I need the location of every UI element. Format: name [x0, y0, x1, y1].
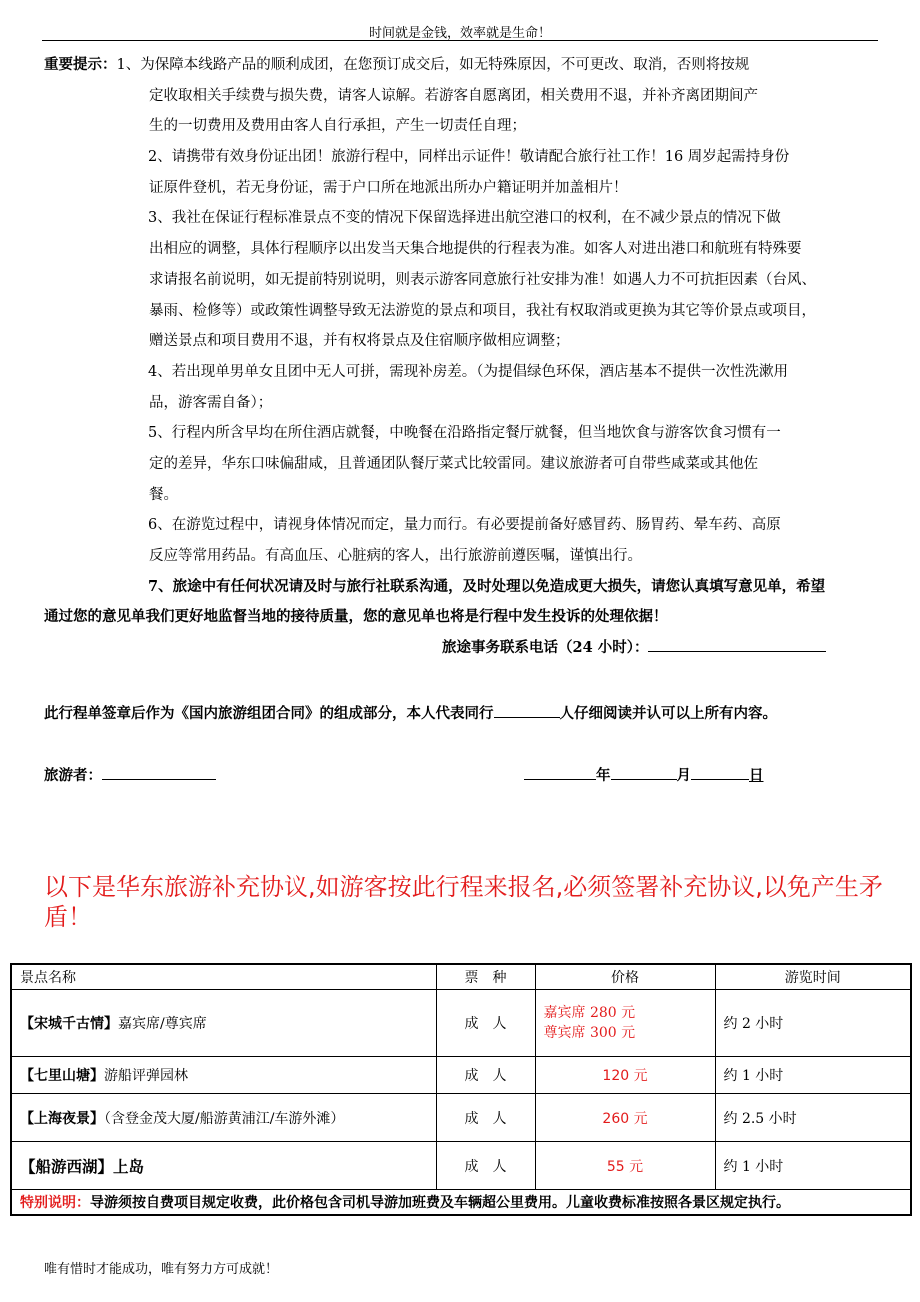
contract-text-1: 此行程单签章后作为《国内旅游组团合同》的组成部分，本人代表同行	[44, 705, 494, 722]
attractions-table-wrapper	[10, 963, 910, 1216]
price-cell	[535, 990, 715, 1057]
note-5-line-3: 餐。	[149, 486, 178, 503]
col-header-price: 价格	[535, 964, 715, 990]
note-7-line-1: 7、旅途中有任何状况请及时与旅行社联系沟通，及时处理以免造成更大损失，请您认真填写意见单，希望	[148, 577, 826, 595]
note-5-line-1: 5、行程内所含早均在所住酒店就餐，中晚餐在沿路指定餐厅就餐，但当地饮食与游客饮食习惯有一	[148, 425, 781, 442]
attraction-name: 【七里山塘】	[20, 1068, 104, 1084]
ticket-cell: 成 人	[436, 990, 535, 1057]
ticket-cell: 成 人	[436, 1142, 535, 1190]
ticket-cell: 成 人	[436, 1094, 535, 1142]
duration-cell: 约 2.5 小时	[715, 1094, 911, 1142]
signature-row	[44, 762, 844, 785]
note-1-line-3: 生的一切费用及费用由客人自行承担，产生一切责任自理；	[149, 118, 526, 135]
attraction-detail: 嘉宾席/尊宾席	[118, 1016, 207, 1032]
note-3-line-3: 求请报名前说明，如无提前特别说明，则表示游客同意旅行社安排为准！如遇人力不可抗拒因素（台风、	[149, 271, 816, 288]
price-cell: 120 元	[535, 1057, 715, 1094]
attractions-table	[10, 963, 912, 1216]
special-note-cell	[11, 1190, 911, 1216]
note-1-line-1: 1、为保障本线路产品的顺利成团，在您预订成交后，如无特殊原因，不可更改、取消，否则将按规	[116, 57, 750, 73]
col-header-duration: 游览时间	[715, 964, 911, 990]
note-6-line-2: 反应等常用药品。有高血压、心脏病的客人，出行旅游前遵医嘱，谨慎出行。	[149, 548, 642, 564]
note-3-line-4: 暴雨、检修等）或政策性调整导致无法游览的景点和项目，我社有权取消或更换为其它等价景点或项目，	[149, 302, 816, 319]
hotline-row	[44, 633, 894, 664]
date-fields	[524, 762, 764, 785]
table-header-row	[11, 964, 911, 990]
attraction-cell	[11, 990, 436, 1057]
header-motto: 时间就是金钱，效率就是生命！	[368, 26, 551, 41]
day-label: 日	[749, 767, 764, 784]
month-label: 月	[676, 767, 691, 784]
note-4-line-1: 4、若出现单男单女且团中无人可拼，需现补房差。（为提倡绿色环保，酒店基本不提供一次性洗漱用	[148, 363, 788, 380]
footer-motto: 唯有惜时才能成功，唯有努力方可成就！	[44, 1262, 279, 1277]
note-3-line-1: 3、我社在保证行程标准景点不变的情况下保留选择进出航空港口的权利，在不减少景点的情况下做	[148, 210, 781, 227]
note-2-line-1: 2、请携带有效身份证出团！旅游行程中，同样出示证件！敬请配合旅行社工作！16 周岁起需持身份	[148, 149, 790, 166]
day-blank[interactable]	[691, 762, 749, 780]
table-row	[11, 1057, 911, 1094]
attraction-name: 【船游西湖】	[20, 1156, 114, 1176]
attraction-cell	[11, 1142, 436, 1190]
note-3-line-2: 出相应的调整，具体行程顺序以出发当天集合地提供的行程表为准。如客人对进出港口和航班有特殊要	[149, 241, 802, 258]
year-blank[interactable]	[524, 762, 596, 780]
month-blank[interactable]	[611, 762, 677, 780]
attraction-cell	[11, 1057, 436, 1094]
col-header-attraction: 景点名称	[11, 964, 436, 990]
table-row	[11, 990, 911, 1057]
contract-statement	[44, 700, 777, 723]
attraction-name: 【上海夜景】	[20, 1110, 104, 1127]
col-header-ticket: 票 种	[436, 964, 535, 990]
table-row	[11, 1142, 911, 1190]
table-row	[11, 1094, 911, 1142]
attraction-name: 【宋城千古情】	[20, 1016, 118, 1032]
year-label: 年	[596, 767, 611, 784]
special-note-text: 导游须按自费项目规定收费，此价格包含司机导游加班费及车辆超公里费用。儿童收费标准按照各景区规定执行。	[90, 1195, 790, 1211]
hotline-label: 旅途事务联系电话（24 小时）：	[442, 639, 649, 657]
contract-text-2: 人仔细阅读并认可以上所有内容。	[559, 705, 777, 722]
hotline-blank[interactable]	[648, 634, 826, 652]
note-1-line-2: 定收取相关手续费与损失费，请客人谅解。若游客自愿离团，相关费用不退，并补齐离团期间产	[149, 87, 758, 104]
attraction-detail: 游船评弹园林	[104, 1068, 188, 1084]
price-cell: 260 元	[535, 1094, 715, 1142]
note-7-line-2: 通过您的意见单我们更好地监督当地的接待质量，您的意见单也将是行程中发生投诉的处理依据！	[44, 608, 668, 626]
note-3-line-5: 赠送景点和项目费用不退，并有权将景点及住宿顺序做相应调整；	[149, 333, 570, 350]
duration-cell: 约 1 小时	[715, 1142, 911, 1190]
ticket-cell: 成 人	[436, 1057, 535, 1094]
traveler-label: 旅游者：	[44, 767, 102, 784]
traveler-signature-blank[interactable]	[102, 762, 216, 780]
note-4-line-2: 品，游客需自备）；	[149, 394, 273, 411]
duration-cell: 约 2 小时	[715, 990, 911, 1057]
companion-count-blank[interactable]	[494, 700, 560, 718]
special-note-label: 特别说明：	[20, 1195, 90, 1211]
attraction-detail: 上岛	[113, 1156, 145, 1176]
duration-cell: 约 1 小时	[715, 1057, 911, 1094]
price-cell: 55 元	[535, 1142, 715, 1190]
attraction-cell	[11, 1094, 436, 1142]
price-line: 尊宾席 300 元	[543, 1025, 636, 1041]
note-2-line-2: 证原件登机，若无身份证，需于户口所在地派出所办户籍证明并加盖相片！	[149, 179, 628, 196]
special-note-row	[11, 1190, 911, 1216]
note-5-line-2: 定的差异，华东口味偏甜咸，且普通团队餐厅菜式比较雷同。建议旅游者可自带些咸菜或其他佐	[149, 455, 758, 472]
supplement-heading: 以下是华东旅游补充协议,如游客按此行程来报名,必须签署补充协议,以免产生矛盾！	[44, 873, 883, 931]
price-line: 嘉宾席 280 元	[543, 1005, 636, 1021]
notes-title: 重要提示：	[44, 56, 117, 73]
note-6-line-1: 6、在游览过程中，请视身体情况而定，量力而行。有必要提前备好感冒药、肠胃药、晕车药、高原	[148, 517, 781, 534]
important-notes	[44, 50, 894, 664]
attraction-detail: （含登金茂大厦/船游黄浦江/车游外滩）	[104, 1110, 345, 1127]
header-divider	[42, 40, 878, 41]
